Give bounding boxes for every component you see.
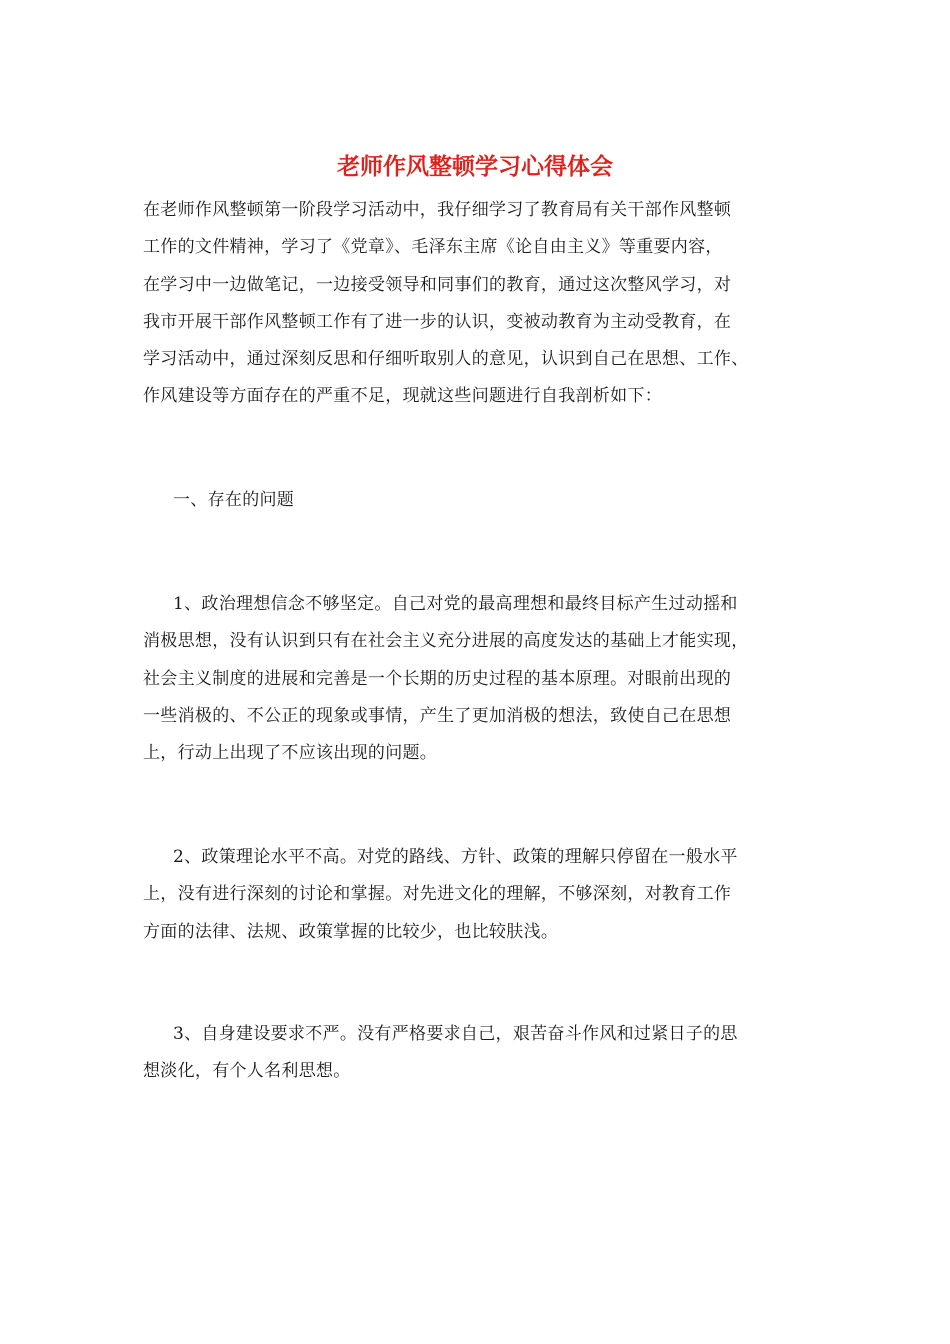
item-1-line: 消极思想，没有认识到只有在社会主义充分进展的高度发达的基础上才能实现， xyxy=(143,631,749,652)
item-1-line: 上，行动上出现了不应该出现的问题。 xyxy=(143,743,438,764)
intro-line: 我市开展干部作风整顿工作有了进一步的认识，变被动教育为主动受教育，在 xyxy=(143,311,732,332)
item-2-line: 方面的法律、法规、政策掌握的比较少，也比较肤浅。 xyxy=(143,921,559,942)
intro-line: 在老师作风整顿第一阶段学习活动中，我仔细学习了教育局有关干部作风整顿 xyxy=(143,200,732,220)
item-3-line: 想淡化，有个人名利思想。 xyxy=(143,1061,351,1082)
item-1-line xyxy=(143,586,813,623)
item-1-line: 一些消极的、不公正的现象或事情，产生了更加消极的想法，致使自己在思想 xyxy=(143,705,732,726)
item-3-paragraph xyxy=(143,1016,813,1091)
intro-line: 学习活动中，通过深刻反思和仔细听取别人的意见，认识到自己在思想、工作、 xyxy=(143,349,749,370)
item-1-paragraph xyxy=(143,586,813,772)
document-title: 老师作风整顿学习心得体会 xyxy=(337,153,613,180)
section-heading-block xyxy=(143,482,813,519)
item-3-line-text: 3、自身建设要求不严。没有严格要求自己，艰苦奋斗作风和过紧日子的思 xyxy=(173,1024,738,1044)
item-2-line-text: 2、政策理论水平不高。对党的路线、方针、政策的理解只停留在一般水平 xyxy=(173,847,738,867)
intro-line: 作风建设等方面存在的严重不足，现就这些问题进行自我剖析如下： xyxy=(143,386,662,407)
item-2-line xyxy=(143,839,813,876)
section-heading-line xyxy=(143,482,813,519)
item-1-line: 社会主义制度的进展和完善是一个长期的历史过程的基本原理。对眼前出现的 xyxy=(143,668,732,689)
intro-line: 在学习中一边做笔记，一边接受领导和同事们的教育，通过这次整风学习，对 xyxy=(143,274,732,295)
intro-paragraph xyxy=(143,192,813,416)
item-1-line-text: 1、政治理想信念不够坚定。自己对党的最高理想和最终目标产生过动摇和 xyxy=(173,594,738,614)
item-3-line xyxy=(143,1016,813,1053)
intro-line: 工作的文件精神，学习了《党章》、毛泽东主席《论自由主义》等重要内容， xyxy=(143,237,723,258)
item-2-paragraph xyxy=(143,839,813,951)
item-2-line: 上，没有进行深刻的讨论和掌握。对先进文化的理解，不够深刻，对教育工作 xyxy=(143,884,732,905)
section-heading: 一、存在的问题 xyxy=(173,490,295,510)
